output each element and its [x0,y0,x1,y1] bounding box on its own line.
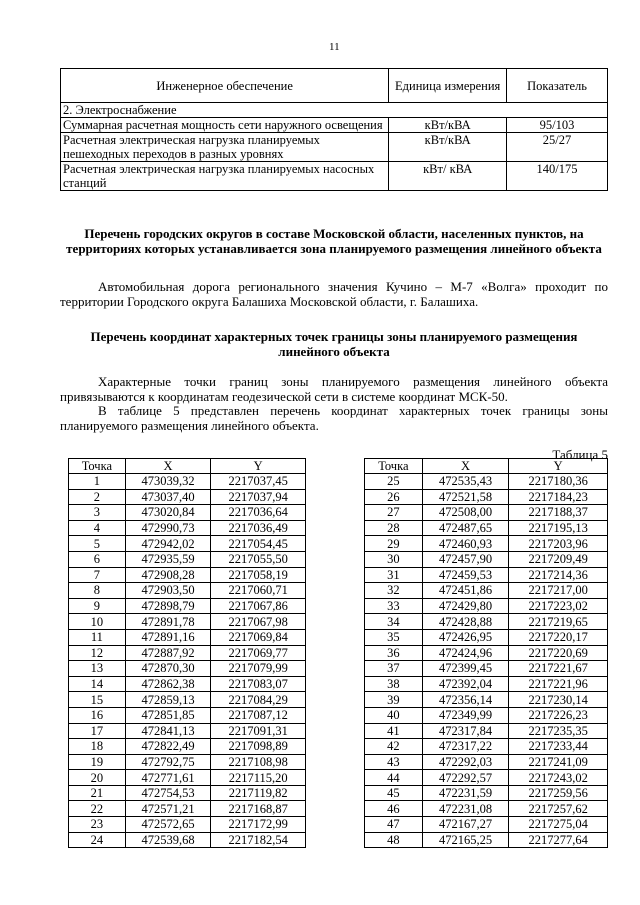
coord-header-x: X [125,459,211,474]
coord-y: 2217220,69 [509,645,608,661]
coord-row [69,739,306,755]
coord-y: 2217226,23 [509,707,608,723]
coord-row [365,536,608,552]
coord-x: 472822,49 [125,739,211,755]
eng-row-name: Суммарная расчетная мощность сети наружного освещения [61,118,389,133]
coord-point: 29 [365,536,423,552]
eng-header-unit: Единица измерения [389,69,507,103]
coord-x: 472460,93 [422,536,509,552]
coord-row [365,676,608,692]
coord-y: 2217115,20 [211,770,306,786]
coord-row [69,692,306,708]
coord-y: 2217182,54 [211,832,306,848]
coord-row [69,583,306,599]
coord-x: 472457,90 [422,551,509,567]
coord-x: 472535,43 [422,474,509,490]
coord-point: 38 [365,676,423,692]
coords-table-left [68,458,306,848]
coord-x: 472356,14 [422,692,509,708]
eng-header-value: Показатель [507,69,608,103]
coord-y: 2217219,65 [509,614,608,630]
coord-x: 472392,04 [422,676,509,692]
coord-y: 2217067,86 [211,598,306,614]
coord-row [69,520,306,536]
coord-y: 2217209,49 [509,551,608,567]
coord-row [69,551,306,567]
coord-y: 2217060,71 [211,583,306,599]
coord-y: 2217036,49 [211,520,306,536]
eng-row-value: 140/175 [507,162,608,191]
coord-y: 2217180,36 [509,474,608,490]
coord-point: 17 [69,723,126,739]
coord-x: 472167,27 [422,817,509,833]
coord-point: 48 [365,832,423,848]
coord-point: 47 [365,817,423,833]
coord-point: 1 [69,474,126,490]
coord-row [365,770,608,786]
coord-point: 18 [69,739,126,755]
coord-point: 6 [69,551,126,567]
coord-point: 23 [69,817,126,833]
coord-y: 2217277,64 [509,832,608,848]
coord-x: 473020,84 [125,505,211,521]
coord-y: 2217058,19 [211,567,306,583]
coord-y: 2217079,99 [211,661,306,677]
coord-point: 4 [69,520,126,536]
coord-point: 15 [69,692,126,708]
coord-x: 472292,57 [422,770,509,786]
coord-row [365,739,608,755]
coord-row [69,676,306,692]
coord-point: 34 [365,614,423,630]
coord-point: 39 [365,692,423,708]
coord-x: 472426,95 [422,629,509,645]
coord-x: 472942,02 [125,536,211,552]
heading-districts: Перечень городских округов в составе Московской области, населенных пунктов, на территориях которых устанавливается зона планируемого размещения линейного объекта [66,226,602,256]
coord-y: 2217084,29 [211,692,306,708]
coord-row [365,801,608,817]
coord-row [69,661,306,677]
coord-x: 472870,30 [125,661,211,677]
coord-point: 46 [365,801,423,817]
coord-point: 25 [365,474,423,490]
coord-point: 40 [365,707,423,723]
eng-row-name: Расчетная электрическая нагрузка планируемых насосных станций [61,162,389,191]
coord-row [365,551,608,567]
coord-x: 472231,08 [422,801,509,817]
coord-header-point: Точка [365,459,423,474]
table-caption: Таблица 5 [552,447,608,462]
coord-point: 42 [365,739,423,755]
coord-row [69,645,306,661]
coord-x: 472317,22 [422,739,509,755]
coord-x: 472539,68 [125,832,211,848]
coord-y: 2217067,98 [211,614,306,630]
coord-row [69,817,306,833]
coord-row [69,754,306,770]
coord-y: 2217235,35 [509,723,608,739]
coord-x: 472399,45 [422,661,509,677]
coord-point: 11 [69,629,126,645]
coord-x: 473037,40 [125,489,211,505]
coord-y: 2217203,96 [509,536,608,552]
coord-x: 472424,96 [422,645,509,661]
coord-y: 2217188,37 [509,505,608,521]
paragraph-road: Автомобильная дорога регионального значения Кучино – М-7 «Волга» проходит по территории Городского округа Балашиха Московской области, г. Балашиха. [60,279,608,309]
coord-point: 5 [69,536,126,552]
coord-row [365,692,608,708]
coord-y: 2217243,02 [509,770,608,786]
coord-row [365,785,608,801]
eng-header-name: Инженерное обеспечение [61,69,389,103]
eng-row-unit: кВт/кВА [389,118,507,133]
coord-x: 472521,58 [422,489,509,505]
coord-x: 472317,84 [422,723,509,739]
coord-point: 33 [365,598,423,614]
coord-point: 44 [365,770,423,786]
coord-point: 21 [69,785,126,801]
coord-row [69,707,306,723]
eng-row-unit: кВт/кВА [389,133,507,162]
coord-point: 13 [69,661,126,677]
coord-point: 32 [365,583,423,599]
coord-y: 2217069,84 [211,629,306,645]
coord-row [69,598,306,614]
coord-row [69,536,306,552]
coord-row [365,489,608,505]
coord-row [365,598,608,614]
coord-x: 472898,79 [125,598,211,614]
coord-y: 2217037,94 [211,489,306,505]
coord-y: 2217087,12 [211,707,306,723]
coord-y: 2217055,50 [211,551,306,567]
coord-y: 2217184,23 [509,489,608,505]
coord-point: 8 [69,583,126,599]
coord-y: 2217037,45 [211,474,306,490]
coord-row [69,785,306,801]
coord-row [365,474,608,490]
coord-x: 472891,16 [125,629,211,645]
coord-point: 2 [69,489,126,505]
coord-x: 472887,92 [125,645,211,661]
coord-x: 472903,50 [125,583,211,599]
coord-point: 27 [365,505,423,521]
coord-y: 2217036,64 [211,505,306,521]
coord-point: 30 [365,551,423,567]
coord-x: 472231,59 [422,785,509,801]
coord-row [365,583,608,599]
coord-row [365,832,608,848]
coord-y: 2217220,17 [509,629,608,645]
coord-y: 2217257,62 [509,801,608,817]
coord-y: 2217119,82 [211,785,306,801]
coord-x: 472459,53 [422,567,509,583]
coord-row [69,832,306,848]
coord-x: 473039,32 [125,474,211,490]
coord-point: 45 [365,785,423,801]
coord-x: 472851,85 [125,707,211,723]
coord-row [365,661,608,677]
eng-section: 2. Электроснабжение [61,103,608,118]
page-number: 11 [329,41,340,53]
coord-point: 19 [69,754,126,770]
coord-y: 2217108,98 [211,754,306,770]
coord-point: 7 [69,567,126,583]
coord-x: 472859,13 [125,692,211,708]
coord-y: 2217223,02 [509,598,608,614]
coord-row [365,645,608,661]
coord-x: 472349,99 [422,707,509,723]
coord-row [365,817,608,833]
engineering-table [60,68,608,191]
coord-row [69,723,306,739]
coord-row [69,474,306,490]
coord-point: 35 [365,629,423,645]
coord-point: 24 [69,832,126,848]
coord-header-y: Y [509,459,608,474]
coord-row [69,505,306,521]
coord-row [365,629,608,645]
coord-row [365,567,608,583]
coord-header-y: Y [211,459,306,474]
coord-row [69,801,306,817]
coord-x: 472908,28 [125,567,211,583]
coord-x: 472891,78 [125,614,211,630]
coord-point: 12 [69,645,126,661]
coord-x: 472990,73 [125,520,211,536]
coord-row [365,505,608,521]
coord-x: 472935,59 [125,551,211,567]
coord-point: 22 [69,801,126,817]
coord-point: 37 [365,661,423,677]
coord-y: 2217168,87 [211,801,306,817]
paragraph-points: Характерные точки границ зоны планируемого размещения линейного объекта привязываются к координатам геодезической сети в системе координат МСК-50. [60,374,608,404]
coord-y: 2217221,96 [509,676,608,692]
eng-row-value: 25/27 [507,133,608,162]
coord-x: 472572,65 [125,817,211,833]
coord-x: 472754,53 [125,785,211,801]
coord-y: 2217217,00 [509,583,608,599]
coord-row [69,629,306,645]
coord-header-point: Точка [69,459,126,474]
coord-y: 2217172,99 [211,817,306,833]
coord-point: 16 [69,707,126,723]
coord-point: 31 [365,567,423,583]
coord-y: 2217091,31 [211,723,306,739]
eng-row-value: 95/103 [507,118,608,133]
coord-point: 3 [69,505,126,521]
coord-y: 2217214,36 [509,567,608,583]
coord-row [69,770,306,786]
coord-point: 26 [365,489,423,505]
coord-x: 472428,88 [422,614,509,630]
coord-x: 472771,61 [125,770,211,786]
coord-x: 472451,86 [422,583,509,599]
coord-point: 43 [365,754,423,770]
coord-x: 472292,03 [422,754,509,770]
heading-coordinates: Перечень координат характерных точек границы зоны планируемого размещения линейного объекта [90,329,578,359]
coord-row [69,567,306,583]
coord-y: 2217230,14 [509,692,608,708]
coord-row [365,723,608,739]
coord-x: 472508,00 [422,505,509,521]
coords-table-right [364,458,608,848]
eng-row-name: Расчетная электрическая нагрузка планируемых пешеходных переходов в разных уровнях [61,133,389,162]
coord-y: 2217241,09 [509,754,608,770]
coord-y: 2217069,77 [211,645,306,661]
coord-header-x: X [422,459,509,474]
coord-row [69,489,306,505]
coord-point: 28 [365,520,423,536]
coord-point: 14 [69,676,126,692]
coord-y: 2217195,13 [509,520,608,536]
coord-x: 472487,65 [422,520,509,536]
coord-y: 2217221,67 [509,661,608,677]
coord-x: 472165,25 [422,832,509,848]
coord-y: 2217083,07 [211,676,306,692]
coord-point: 20 [69,770,126,786]
coord-row [365,707,608,723]
coord-x: 472571,21 [125,801,211,817]
coord-point: 41 [365,723,423,739]
coord-x: 472841,13 [125,723,211,739]
coord-x: 472429,80 [422,598,509,614]
coord-y: 2217275,04 [509,817,608,833]
coord-x: 472792,75 [125,754,211,770]
coord-row [365,614,608,630]
coord-point: 9 [69,598,126,614]
paragraph-table-ref: В таблице 5 представлен перечень координат характерных точек границы зоны планируемого размещения линейного объекта. [60,403,608,433]
coord-x: 472862,38 [125,676,211,692]
coord-row [69,614,306,630]
coord-y: 2217054,45 [211,536,306,552]
eng-row-unit: кВт/ кВА [389,162,507,191]
coord-y: 2217259,56 [509,785,608,801]
coord-point: 36 [365,645,423,661]
coord-point: 10 [69,614,126,630]
coord-row [365,754,608,770]
coord-y: 2217233,44 [509,739,608,755]
coord-y: 2217098,89 [211,739,306,755]
coord-row [365,520,608,536]
